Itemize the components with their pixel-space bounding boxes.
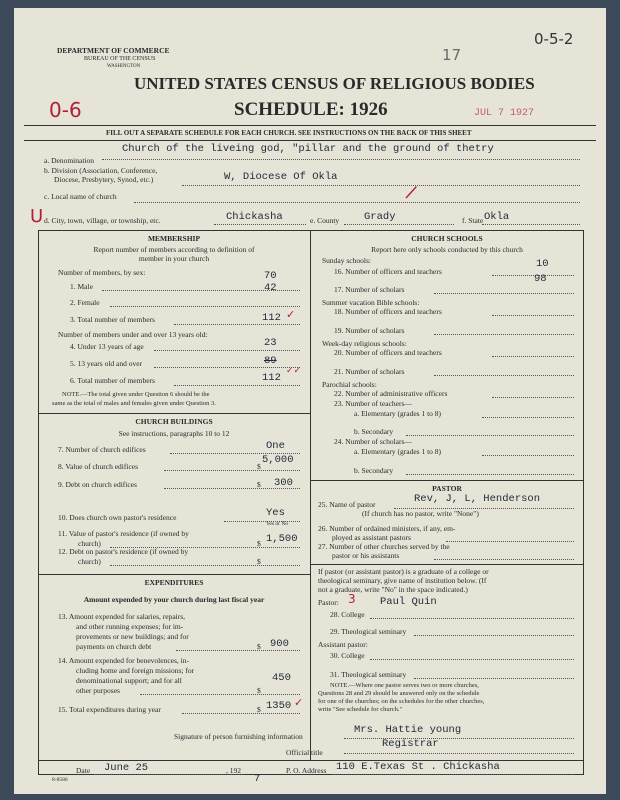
divider xyxy=(24,140,596,141)
q11-label-2: church) xyxy=(78,539,101,548)
by-sex-label: Number of members, by sex: xyxy=(58,268,146,277)
county-line xyxy=(344,224,454,225)
q4-line xyxy=(154,350,300,351)
page-number: 17 xyxy=(442,46,462,64)
q26-line xyxy=(446,541,574,542)
q20-label: 20. Number of officers and teachers xyxy=(334,348,442,357)
pastor-sub-label: Pastor: xyxy=(318,598,339,607)
pastor-note-3: for one of the churches; on the schedules for the other churches, xyxy=(318,698,485,705)
q15-line xyxy=(182,713,300,714)
graduate-note-2: theological seminary, give name of institution below. (If xyxy=(318,576,487,585)
q28-label: 28. College xyxy=(330,610,365,619)
q24a-label: a. Elementary (grades 1 to 8) xyxy=(354,447,442,456)
q15-value: 1350 xyxy=(266,700,292,712)
q18-label: 18. Number of officers and teachers xyxy=(334,307,442,316)
membership-sub-1: Report number of members according to definition of xyxy=(93,245,255,254)
q21-label: 21. Number of scholars xyxy=(334,367,405,376)
city-label: d. City, town, village, or township, etc. xyxy=(44,216,161,225)
buildings-title: CHURCH BUILDINGS xyxy=(135,417,213,426)
buildings-sub: See instructions, paragraphs 10 to 12 xyxy=(118,429,230,438)
q30-line xyxy=(370,659,574,660)
city-line xyxy=(214,224,306,225)
q4-value: 23 xyxy=(264,337,277,349)
q21-line xyxy=(434,375,574,376)
local-name-label: c. Local name of church xyxy=(44,192,117,201)
q26-label-1: 26. Number of ordained ministers, if any, em- xyxy=(318,524,456,533)
q8-dollar: $ xyxy=(257,462,261,471)
q8-value: 5,000 xyxy=(262,454,294,466)
q13-value: 900 xyxy=(270,638,289,650)
q10-line xyxy=(224,521,300,522)
signature-value: Mrs. Hattie young xyxy=(354,724,462,736)
census-schedule-page xyxy=(14,8,606,794)
q1-value: 70 xyxy=(264,270,277,282)
q3-check: ✓ xyxy=(286,308,296,321)
schools-sub: Report here only schools conducted by this church xyxy=(371,245,523,254)
q10-label: 10. Does church own pastor's residence xyxy=(58,513,177,522)
q6-label: 6. Total number of members xyxy=(70,376,155,385)
q28-line xyxy=(370,618,574,619)
q6-line xyxy=(174,385,300,386)
q14-line xyxy=(140,694,300,695)
q3-label: 3. Total number of members xyxy=(70,315,155,324)
q3-value: 112 xyxy=(262,312,281,324)
date-value: June 25 xyxy=(104,762,149,774)
q15-label: 15. Total expenditures during year xyxy=(58,705,161,714)
q6-check: ✓✓ xyxy=(286,366,302,376)
q13-label-1: 13. Amount expended for salaries, repairs, xyxy=(58,612,186,621)
city-heading: WASHINGTON xyxy=(107,64,141,69)
q14-label-4: other purposes xyxy=(76,686,120,695)
weekday-label: Week-day religious schools: xyxy=(322,339,407,348)
q11-dollar: $ xyxy=(257,539,261,548)
graduate-note-1: If pastor (or assistant pastor) is a graduate of a college or xyxy=(318,567,489,576)
q6-value: 112 xyxy=(262,372,281,384)
q4-label: 4. Under 13 years of age xyxy=(70,342,144,351)
q23a-line xyxy=(482,417,574,418)
schools-title: CHURCH SCHOOLS xyxy=(411,234,483,243)
year-label: , 192 xyxy=(226,766,241,775)
q14-label-3: denominational support; and for all xyxy=(76,676,182,685)
left-handwritten-code: 0-6 xyxy=(49,98,82,122)
state-line xyxy=(482,224,580,225)
q9-value: 300 xyxy=(274,477,293,489)
date-label: Date xyxy=(76,766,91,775)
q2-label: 2. Female xyxy=(70,298,100,307)
q9-dollar: $ xyxy=(257,480,261,489)
local-name-line xyxy=(134,202,580,203)
signature-label: Signature of person furnishing information xyxy=(174,732,303,741)
state-label: f. State xyxy=(462,216,484,225)
q31-label: 31. Theological seminary xyxy=(330,670,407,679)
membership-sub-2: member in your church xyxy=(138,254,210,263)
q12-dollar: $ xyxy=(257,557,261,566)
divider xyxy=(310,480,584,481)
q17-label: 17. Number of scholars xyxy=(334,285,405,294)
q12-line xyxy=(110,565,300,566)
division-label-2: Diocese, Presbytery, Synod, etc.) xyxy=(54,175,154,184)
q3-line xyxy=(174,324,300,325)
official-title-value: Registrar xyxy=(382,738,439,750)
q25-value: Rev, J, L, Henderson xyxy=(414,493,541,505)
q5-value: 89 xyxy=(264,355,277,367)
signature-line xyxy=(344,738,574,739)
county-value: Grady xyxy=(364,211,396,223)
q27-line xyxy=(434,559,574,560)
q17-line xyxy=(434,293,574,294)
q23a-label: a. Elementary (grades 1 to 8) xyxy=(354,409,442,418)
corner-code: 0-5-2 xyxy=(534,30,574,48)
q23-label: 23. Number of teachers— xyxy=(334,399,412,408)
q23b-label: b. Secondary xyxy=(354,427,394,436)
q29-label: 29. Theological seminary xyxy=(330,627,407,636)
q14-value: 450 xyxy=(272,672,291,684)
form-title: UNITED STATES CENSUS OF RELIGIOUS BODIES xyxy=(134,74,535,93)
q26-label-2: ployed as assistant pastors xyxy=(332,533,411,542)
official-title-line xyxy=(344,753,574,754)
q8-line xyxy=(164,470,300,471)
check-mark: / xyxy=(403,181,419,204)
q1-line xyxy=(102,290,300,291)
q1-value-b: 42 xyxy=(264,282,277,294)
under-over-label: Number of members under and over 13 years old: xyxy=(58,330,208,339)
u-mark: U xyxy=(30,206,44,227)
form-number: 8-8586 xyxy=(52,777,68,783)
divider xyxy=(38,413,310,414)
q24b-line xyxy=(406,474,574,475)
q27-label-1: 27. Number of other churches served by the xyxy=(318,542,450,551)
membership-note-2: same as the total of males and females given under Question 3. xyxy=(52,400,216,407)
received-stamp: JUL 7 1927 xyxy=(474,108,535,119)
q19-label: 19. Number of scholars xyxy=(334,326,405,335)
q1-label: 1. Male xyxy=(70,282,93,291)
summer-label: Summer vacation Bible schools: xyxy=(322,298,420,307)
q22-line xyxy=(492,397,574,398)
instructions-line: FILL OUT A SEPARATE SCHEDULE FOR EACH CHURCH. SEE INSTRUCTIONS ON THE BACK OF THIS SHEET xyxy=(106,129,472,137)
divider xyxy=(38,574,310,575)
q13-dollar: $ xyxy=(257,642,261,651)
q15-dollar: $ xyxy=(257,705,261,714)
q8-label: 8. Value of church edifices xyxy=(58,462,139,471)
q14-label-1: 14. Amount expended for benevolences, in- xyxy=(58,656,190,665)
graduate-note-3: not a graduate, write "No" in the space indicated.) xyxy=(318,585,468,594)
denomination-value: Church of the liveing god, "pillar and the ground of thetry xyxy=(122,143,494,155)
q2-line xyxy=(110,306,300,307)
expenditures-title: EXPENDITURES xyxy=(144,578,204,587)
pastor-name: Paul Quin xyxy=(380,596,437,608)
q30-label: 30. College xyxy=(330,651,365,660)
q15-check: ✓ xyxy=(294,696,304,709)
q17-value: 98 xyxy=(534,273,547,285)
date-line xyxy=(94,774,244,775)
pastor-note-2: Questions 28 and 29 should be answered only on the schedule xyxy=(318,690,480,697)
q14-dollar: $ xyxy=(257,686,261,695)
q11-value: 1,500 xyxy=(266,533,298,545)
q27-label-2: pastor or his assistants xyxy=(332,551,400,560)
pastor-title: PASTOR xyxy=(432,484,462,493)
pastor-check: 3 xyxy=(348,592,356,606)
membership-title: MEMBERSHIP xyxy=(147,234,201,243)
q14-label-2: cluding home and foreign missions; for xyxy=(76,666,195,675)
q11-label-1: 11. Value of pastor's residence (if owned by xyxy=(58,529,189,538)
membership-note-1: NOTE.—The total given under Question 6 should be the xyxy=(62,391,210,398)
official-title-label: Official title xyxy=(286,748,323,757)
q12-label-2: church) xyxy=(78,557,101,566)
divider xyxy=(310,564,584,565)
assistant-label: Assistant pastor: xyxy=(318,640,368,649)
q24-label: 24. Number of scholars— xyxy=(334,437,412,446)
q13-line xyxy=(176,650,300,651)
q7-label: 7. Number of church edifices xyxy=(58,445,146,454)
county-label: e. County xyxy=(310,216,340,225)
po-address-line xyxy=(332,774,574,775)
q12-label-1: 12. Debt on pastor's residence (if owned by xyxy=(58,547,189,556)
city-value: Chickasha xyxy=(226,211,283,223)
q13-label-3: provements or new buildings; and for xyxy=(76,632,189,641)
q20-line xyxy=(492,356,574,357)
pastor-note-4: write "See schedule for church." xyxy=(318,706,403,713)
po-address-label: P. O. Address xyxy=(286,766,327,775)
divider xyxy=(24,125,596,126)
q5-line xyxy=(154,367,300,368)
q31-line xyxy=(414,678,574,679)
year-value: 7 xyxy=(254,773,261,785)
bureau-heading: BUREAU OF THE CENSUS xyxy=(84,56,156,62)
q10-value: Yes xyxy=(266,507,285,519)
q25-label: 25. Name of pastor xyxy=(318,500,376,509)
frame-top xyxy=(38,230,584,231)
state-value: Okla xyxy=(484,211,510,223)
q16-line xyxy=(492,275,574,276)
q13-label-4: payments on church debt xyxy=(76,642,152,651)
frame-right xyxy=(583,230,584,774)
division-line xyxy=(182,185,580,186)
sunday-label: Sunday schools: xyxy=(322,256,371,265)
q29-line xyxy=(414,635,574,636)
denomination-line xyxy=(102,159,580,160)
q24a-line xyxy=(482,455,574,456)
q24b-label: b. Secondary xyxy=(354,466,394,475)
yes-no-hint: Yes or No xyxy=(266,521,289,527)
q7-value: One xyxy=(266,440,285,452)
column-divider xyxy=(310,230,311,760)
footer-rule xyxy=(38,760,584,761)
division-label-1: b. Division (Association, Conference, xyxy=(44,166,158,175)
q18-line xyxy=(492,315,574,316)
denomination-label: a. Denomination xyxy=(44,156,94,165)
dept-heading: DEPARTMENT OF COMMERCE xyxy=(57,46,170,55)
q16-value: 10 xyxy=(536,258,549,270)
q9-line xyxy=(164,488,300,489)
expenditures-sub: Amount expended by your church during last fiscal year xyxy=(83,595,265,604)
q25-hint: (If church has no pastor, write "None") xyxy=(362,509,479,518)
q22-label: 22. Number of administrative officers xyxy=(334,389,448,398)
schedule-title: SCHEDULE: 1926 xyxy=(234,99,388,120)
frame-left xyxy=(38,230,39,774)
parochial-label: Parochial schools: xyxy=(322,380,377,389)
q23b-line xyxy=(406,435,574,436)
pastor-note-1: NOTE.—Where one pastor serves two or more churches, xyxy=(330,682,479,689)
q5-label: 5. 13 years old and over xyxy=(70,359,143,368)
q19-line xyxy=(434,334,574,335)
po-address-value: 110 E.Texas St . Chickasha xyxy=(336,761,500,773)
q13-label-2: and other running expenses; for im- xyxy=(76,622,184,631)
q16-label: 16. Number of officers and teachers xyxy=(334,267,442,276)
division-value: W, Diocese Of Okla xyxy=(224,171,338,183)
q9-label: 9. Debt on church edifices xyxy=(58,480,137,489)
